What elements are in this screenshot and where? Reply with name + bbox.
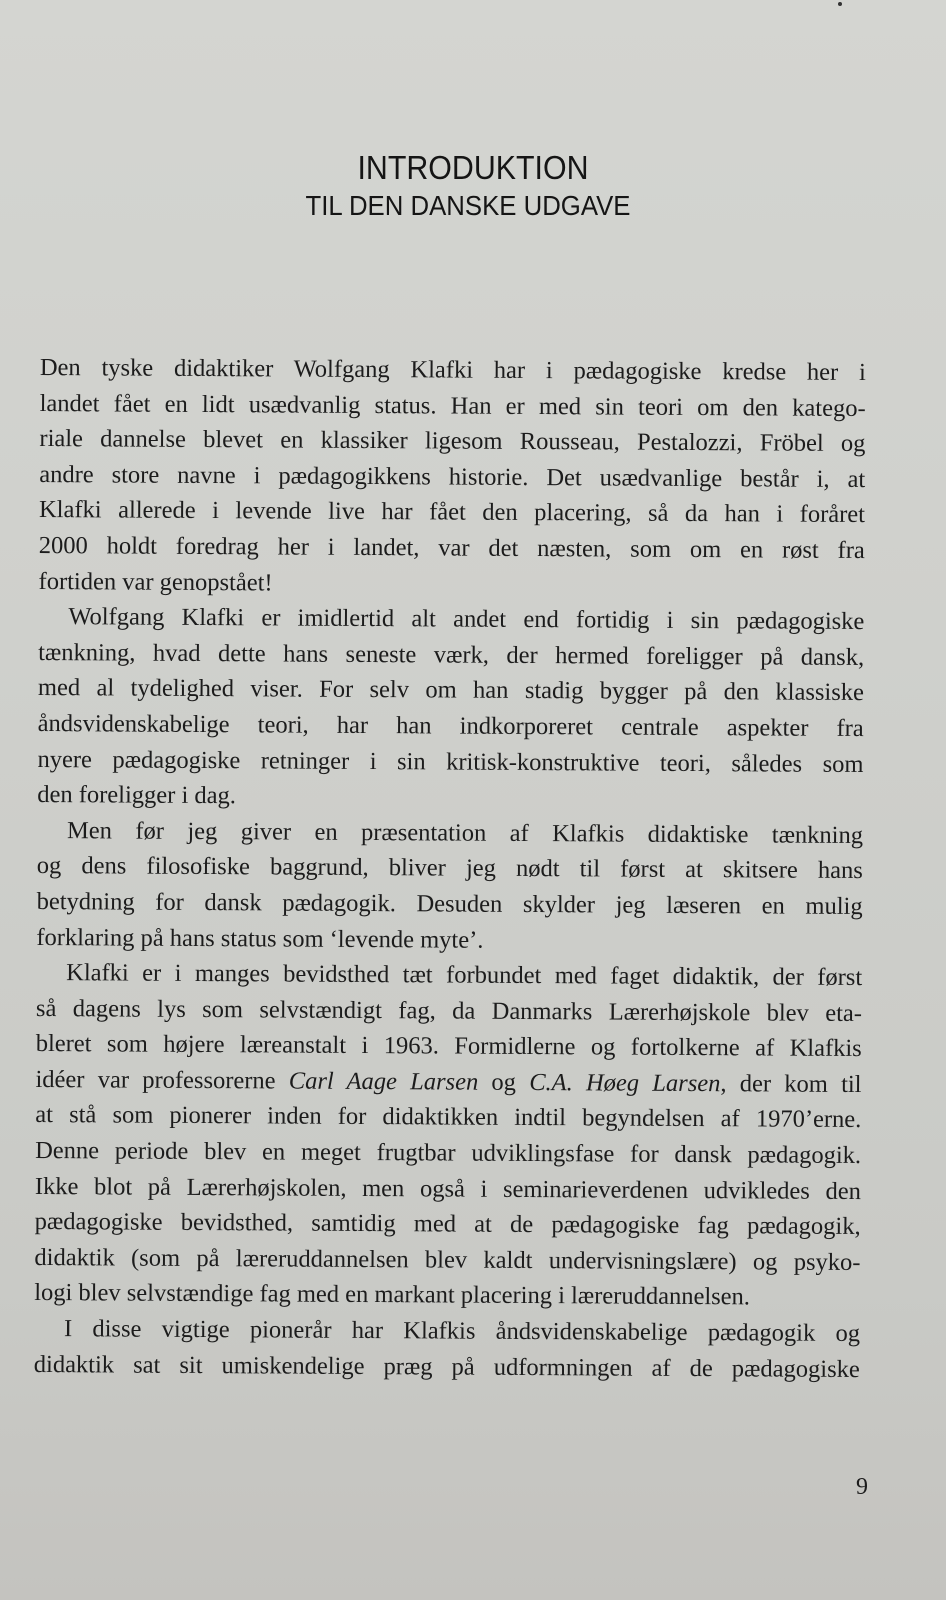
text-line: pædagogiske bevidsthed, samtidig med at de pædagogiske fag pædagogik,	[34, 1208, 861, 1241]
text-line: Den tyske didaktiker Wolfgang Klafki har i pædagogiske kredse her i	[39, 353, 866, 387]
text-line: Men før jeg giver en præsentation af Klafkis didaktiske tænkning	[66, 816, 864, 849]
paragraph-2	[37, 599, 864, 818]
text-line: bleret som højere læreanstalt i 1963. Formidlerne og fortolkerne af Klafkis	[35, 1030, 862, 1063]
text-line: Klafki allerede i levende live har fået den placering, så da han i foråret	[38, 496, 866, 529]
page-number: 9	[856, 1474, 868, 1500]
chapter-subtitle: TIL DEN DANSKE UDGAVE	[305, 190, 631, 221]
paragraph-4	[34, 955, 862, 1316]
text-line: Ikke blot på Lærerhøjskolen, men også i seminarieverdenen udvikledes den	[34, 1172, 861, 1205]
text-line: Denne periode blev en meget frugtbar udviklingsfase for dansk pædagogik.	[35, 1137, 862, 1170]
text-line: logi blev selvstændige fag med en markant placering i læreruddannelsen.	[34, 1279, 751, 1311]
text-line: den foreligger i dag.	[37, 781, 237, 810]
text-segment: , der kom til	[720, 1070, 862, 1098]
text-line: så dagens lys som selvstændigt fag, da Danmarks Lærerhøjskole blev eta-	[35, 994, 863, 1027]
text-line: Klafki er i manges bevidsthed tæt forbundet med faget didaktik, der først	[66, 959, 863, 992]
paper-speck	[838, 2, 842, 6]
text-segment: idéer var professorerne	[35, 1065, 289, 1095]
text-line: didaktik (som på læreruddannelsen blev kaldt undervisningslære) og psyko-	[34, 1243, 861, 1276]
paragraph-5	[34, 1311, 860, 1387]
text-line: åndsvidenskabelige teori, har han indkorporeret centrale aspekter fra	[37, 709, 864, 742]
text-line: og dens filosofiske baggrund, bliver jeg nødt til først at skitsere hans	[36, 852, 863, 885]
text-line: I disse vigtige pionerår har Klafkis åndsvidenskabelige pædagogik og	[63, 1315, 861, 1348]
text-line: betydning for dansk pædagogik. Desuden skylder jeg læseren en mulig	[36, 887, 863, 920]
text-line: 2000 holdt foredrag her i landet, var det næsten, som om en røst fra	[38, 531, 865, 565]
text-line: at stå som pionerer inden for didaktikken indtil begyndelsen af 1970’erne.	[35, 1101, 862, 1134]
italic-name: C.A. Høeg Larsen	[529, 1068, 721, 1098]
text-line: landet fået en lidt usædvanlig status. Han er med sin teori om den katego-	[39, 389, 866, 422]
text-line: Wolfgang Klafki er imidlertid alt andet end fortidig i sin pædagogiske	[68, 603, 865, 636]
chapter-heading	[0, 148, 946, 224]
italic-name: Carl Aage Larsen	[288, 1067, 479, 1096]
text-line: andre store navne i pædagogikkens historie. Det usædvanlige består i, at	[39, 460, 866, 493]
text-line: didaktik sat sit umiskendelige præg på udformningen af de pædagogiske	[33, 1350, 860, 1383]
text-segment: og	[478, 1068, 530, 1096]
text-line: nyere pædagogiske retninger i sin kritisk-konstruktive teori, således som	[37, 745, 864, 778]
text-line: forklaring på hans status som ‘levende myte’.	[36, 923, 484, 954]
text-line: tænkning, hvad dette hans seneste værk, der hermed foreligger på dansk,	[38, 638, 865, 671]
text-line: riale dannelse blevet en klassiker ligesom Rousseau, Pestalozzi, Fröbel og	[39, 425, 866, 458]
text-line: med al tydelighed viser. For selv om han stadig bygger på den klassiske	[37, 674, 865, 707]
text-line-with-italics	[35, 1062, 861, 1103]
paragraph-1	[38, 350, 866, 604]
paragraph-3	[36, 813, 863, 960]
body-text	[34, 350, 866, 1387]
text-line: fortiden var genopstået!	[38, 567, 273, 596]
chapter-title: INTRODUKTION	[357, 149, 589, 186]
